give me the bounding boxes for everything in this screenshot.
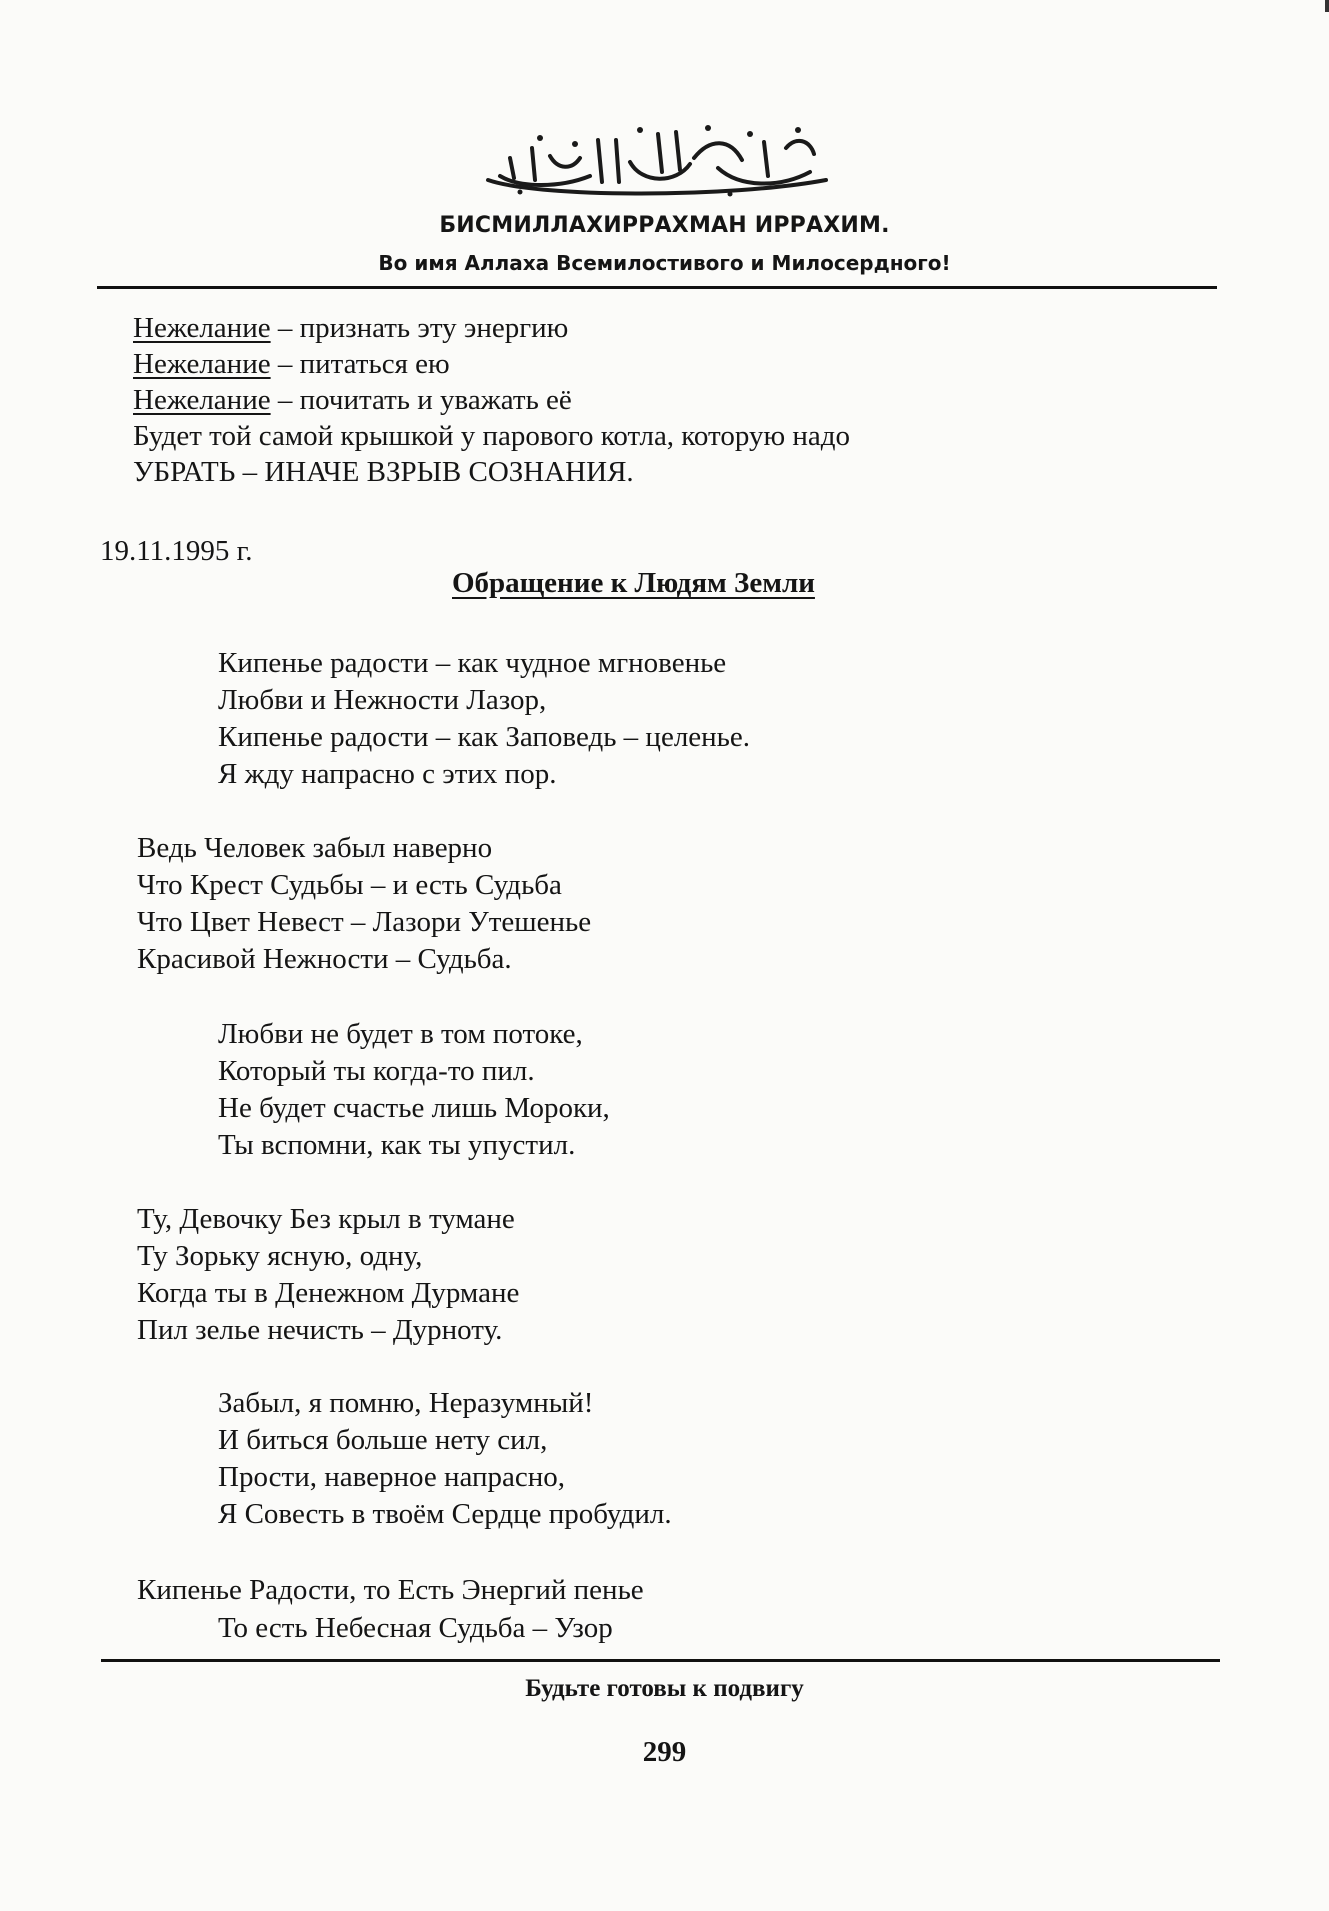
poem-line: Ведь Человек забыл наверно (137, 832, 493, 864)
poem-line: Кипенье радости – как чудное мгновенье (218, 647, 727, 679)
underlined-word: Нежелание (133, 312, 271, 344)
intro-text: – питаться ею (270, 348, 450, 380)
footer-rule (101, 1659, 1220, 1662)
poem-line: Любви не будет в том потоке, (218, 1018, 583, 1050)
poem-line: Любви и Нежности Лазор, (218, 684, 547, 716)
poem-line: И биться больше нету сил, (218, 1424, 548, 1456)
poem-line: Когда ты в Денежном Дурмане (137, 1277, 520, 1309)
header-rule (97, 286, 1217, 289)
poem-line: Прости, наверное напрасно, (218, 1461, 566, 1493)
page-number: 299 (642, 1736, 687, 1768)
bismillah-calligraphy-logo (480, 118, 840, 200)
poem-line: Что Крест Судьбы – и есть Судьба (137, 869, 562, 901)
poem-title: Обращение к Людям Земли (452, 567, 815, 599)
intro-line (133, 418, 850, 454)
poem-line: Пил зелье нечисть – Дурноту. (137, 1314, 503, 1346)
intro-line (133, 382, 572, 418)
header-subtitle: Во имя Аллаха Всемилостивого и Милосердного! (378, 251, 951, 275)
header-title: БИСМИЛЛАХИРРАХМАН ИРРАХИМ. (439, 213, 890, 238)
underlined-word: Нежелание (133, 384, 271, 416)
poem-line: Ту Зорьку ясную, одну, (137, 1240, 423, 1272)
intro-text: Будет той самой крышкой у парового котла, которую надо (133, 420, 851, 452)
poem-line: Что Цвет Невест – Лазори Утешенье (137, 906, 592, 938)
poem-line: Я Совесть в твоём Сердце пробудил. (218, 1498, 672, 1530)
poem-line: Красивой Нежности – Судьба. (137, 943, 512, 975)
poem-line: Забыл, я помню, Неразумный! (218, 1387, 594, 1419)
poem-line: Который ты когда-то пил. (218, 1055, 535, 1087)
intro-line (133, 454, 634, 490)
poem-date: 19.11.1995 г. (100, 535, 253, 567)
intro-text: – признать эту энергию (270, 312, 569, 344)
intro-text: УБРАТЬ – ИНАЧЕ ВЗРЫВ СОЗНАНИЯ. (133, 456, 634, 488)
underlined-word: Нежелание (133, 348, 271, 380)
poem-line: Кипенье радости – как Заповедь – целенье. (218, 721, 751, 753)
poem-line: Я жду напрасно с этих пор. (218, 758, 557, 790)
page-footer: Будьте готовы к подвигу (525, 1675, 804, 1702)
closing-line: То есть Небесная Судьба – Узор (218, 1612, 613, 1644)
intro-line (133, 310, 568, 346)
poem-line: Ту, Девочку Без крыл в тумане (137, 1203, 515, 1235)
closing-line: Кипенье Радости, то Есть Энергий пенье (137, 1574, 644, 1606)
intro-text: – почитать и уважать её (270, 384, 572, 416)
poem-line: Ты вспомни, как ты упустил. (218, 1129, 576, 1161)
intro-line (133, 346, 450, 382)
scan-edge-mark (1325, 0, 1329, 12)
poem-line: Не будет счастье лишь Мороки, (218, 1092, 610, 1124)
